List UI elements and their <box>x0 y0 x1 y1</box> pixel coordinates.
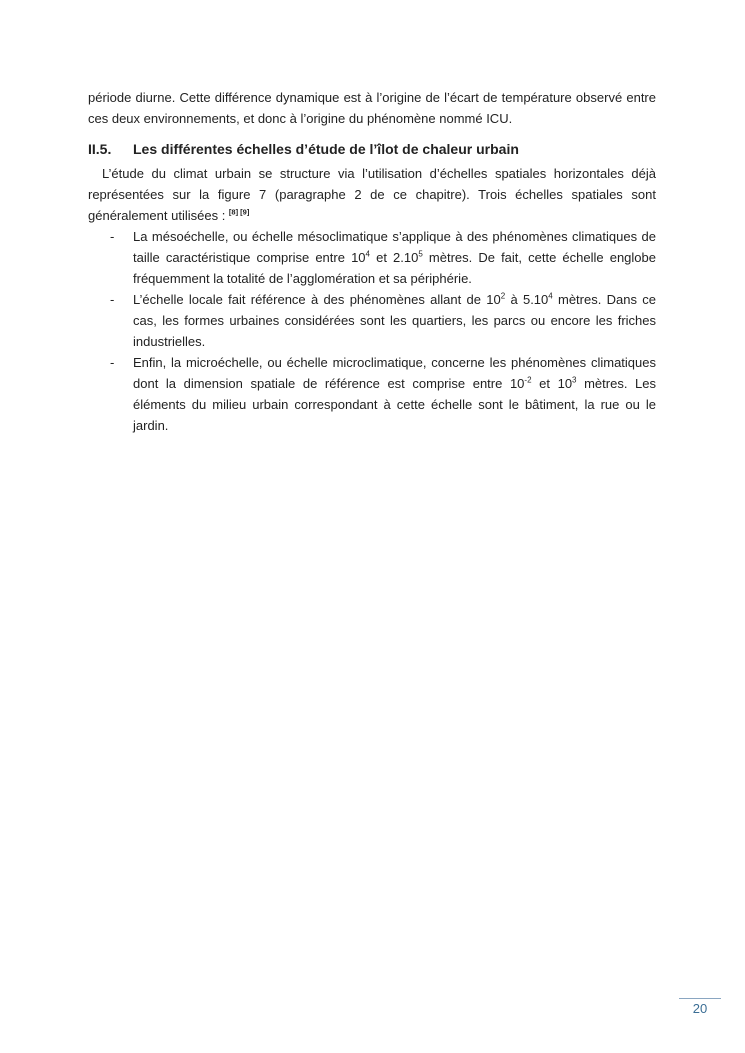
list-item-text: mètres. Dans ce cas, les formes urbaines considérées sont les quartiers, les parcs ou encore les friches industrielles. <box>133 292 656 349</box>
scales-list <box>88 226 656 436</box>
list-item-text: et 10 <box>531 376 573 391</box>
list-item-text: L’échelle locale fait référence à des phénomènes allant de 10 <box>133 292 501 307</box>
list-item-text: mètres. Les éléments du milieu urbain correspondant à cette échelle sont le bâtiment, la rue ou le jardin. <box>133 376 656 433</box>
list-item-text: La mésoéchelle, ou échelle mésoclimatique s’applique à des phénomènes climatiques de taille caractéristique comprise entre 10 <box>133 229 656 265</box>
section-paragraph-text: L’étude du climat urbain se structure via l’utilisation d’échelles spatiales horizontales déjà représentées sur la figure 7 (paragraphe 2 de ce chapitre). Trois échelles spatiales sont généralement utilisées : <box>88 166 656 223</box>
list-dash: - <box>110 229 115 244</box>
list-item-mesoscale <box>88 226 656 289</box>
page-content <box>88 87 656 436</box>
list-item-text: Enfin, la microéchelle, ou échelle microclimatique, concerne les phénomènes climatiques dont la dimension spatiale de référence est comprise entre 10 <box>133 355 656 391</box>
section-number: II.5. <box>88 141 112 157</box>
list-item-local-scale <box>88 289 656 352</box>
list-dash: - <box>110 355 115 370</box>
section-heading <box>88 139 656 159</box>
exponent: 5 <box>418 249 423 259</box>
list-item-microscale <box>88 352 656 436</box>
exponent: 2 <box>500 291 506 301</box>
section-title: Les différentes échelles d’étude de l’îlot de chaleur urbain <box>133 141 519 157</box>
exponent: 4 <box>548 291 553 301</box>
section-paragraph <box>88 163 656 226</box>
exponent: 3 <box>572 375 577 385</box>
page-number: 20 <box>692 1001 708 1016</box>
list-item-text: et 2.10 <box>369 250 419 265</box>
footer-divider <box>679 998 721 999</box>
intro-paragraph: période diurne. Cette différence dynamique est à l’origine de l’écart de température observé entre ces deux environnements, et donc à l’origine du phénomène nommé ICU. <box>88 90 656 126</box>
exponent: -2 <box>524 375 532 385</box>
list-dash: - <box>110 292 115 307</box>
list-item-text: à 5.10 <box>505 292 549 307</box>
citation-refs: [8] [9] <box>228 207 250 217</box>
list-item-text: mètres. De fait, cette échelle englobe fréquemment la totalité de l’agglomération et sa périphérie. <box>133 250 656 286</box>
exponent: 4 <box>365 249 370 259</box>
